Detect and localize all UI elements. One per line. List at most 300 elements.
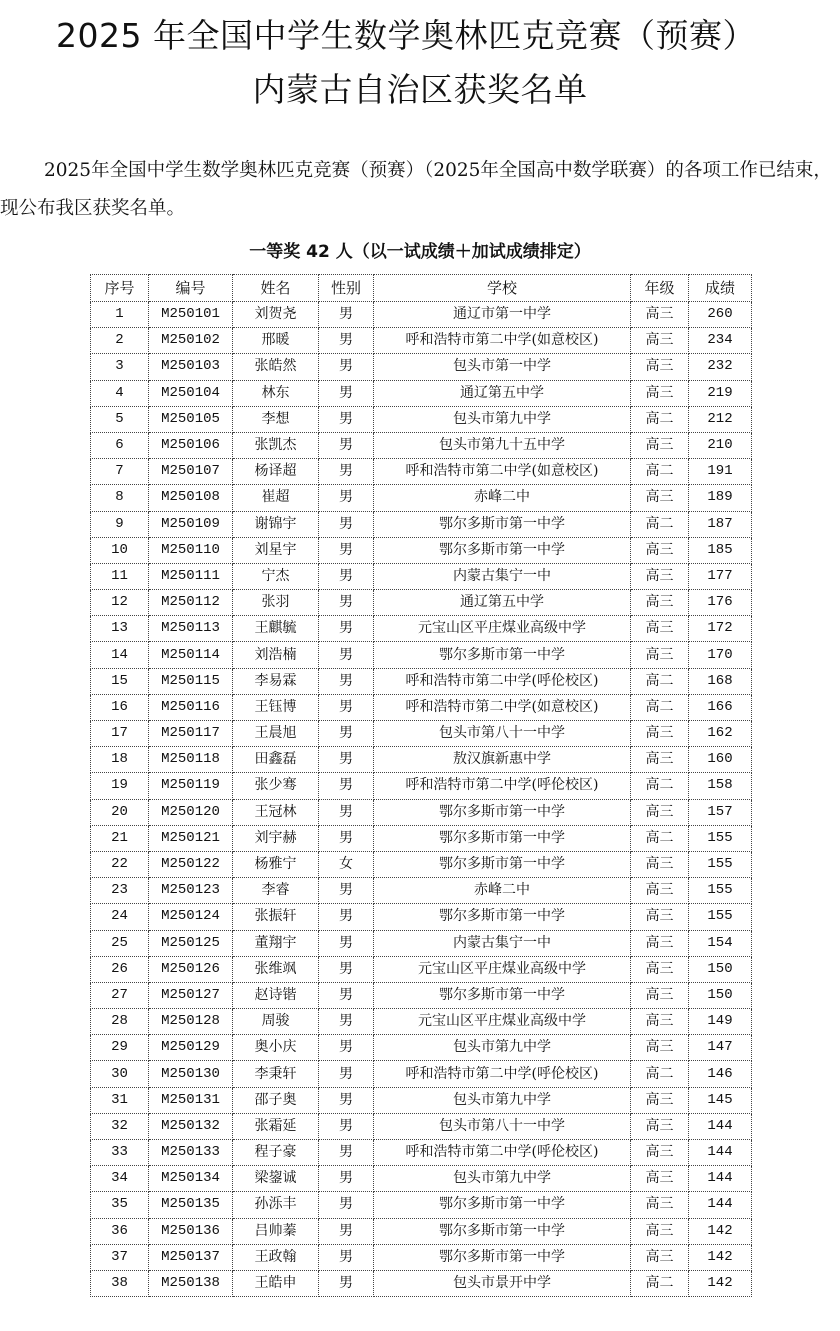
cell-school: 鄂尔多斯市第一中学 — [374, 1218, 631, 1244]
table-row — [91, 773, 752, 799]
cell-school: 呼和浩特市第二中学(呼伦校区) — [374, 773, 631, 799]
cell-gender: 男 — [319, 982, 374, 1008]
document-title-line2: 内蒙古自治区获奖名单 — [252, 70, 588, 109]
cell-school: 鄂尔多斯市第一中学 — [374, 825, 631, 851]
table-row — [91, 302, 752, 328]
cell-name: 孙泺丰 — [233, 1192, 319, 1218]
cell-school: 呼和浩特市第二中学(呼伦校区) — [374, 668, 631, 694]
table-row — [91, 982, 752, 1008]
cell-school: 鄂尔多斯市第一中学 — [374, 1244, 631, 1270]
cell-index: 7 — [91, 459, 149, 485]
table-row — [91, 642, 752, 668]
cell-school: 包头市第九中学 — [374, 1166, 631, 1192]
table-row — [91, 511, 752, 537]
cell-school: 鄂尔多斯市第一中学 — [374, 904, 631, 930]
cell-index: 23 — [91, 878, 149, 904]
table-row — [91, 1140, 752, 1166]
table-row — [91, 563, 752, 589]
cell-name: 程子豪 — [233, 1140, 319, 1166]
cell-school: 通辽第五中学 — [374, 380, 631, 406]
cell-school: 包头市第九中学 — [374, 406, 631, 432]
cell-index: 22 — [91, 851, 149, 877]
cell-name: 杨雅宁 — [233, 851, 319, 877]
cell-name: 张皓然 — [233, 354, 319, 380]
cell-name: 张霜延 — [233, 1113, 319, 1139]
cell-id: M250104 — [149, 380, 233, 406]
cell-grade: 高二 — [631, 511, 689, 537]
cell-name: 李睿 — [233, 878, 319, 904]
cell-school: 鄂尔多斯市第一中学 — [374, 1192, 631, 1218]
cell-grade: 高三 — [631, 982, 689, 1008]
cell-id: M250117 — [149, 721, 233, 747]
section-heading: 一等奖 42 人（以一试成绩＋加试成绩排定） — [249, 242, 591, 262]
cell-grade: 高三 — [631, 930, 689, 956]
cell-id: M250112 — [149, 590, 233, 616]
column-header-index: 序号 — [91, 275, 149, 302]
cell-id: M250128 — [149, 1009, 233, 1035]
cell-gender: 男 — [319, 1192, 374, 1218]
cell-gender: 男 — [319, 825, 374, 851]
cell-name: 张凯杰 — [233, 432, 319, 458]
cell-gender: 男 — [319, 1009, 374, 1035]
cell-gender: 男 — [319, 328, 374, 354]
cell-grade: 高三 — [631, 878, 689, 904]
cell-score: 142 — [689, 1244, 752, 1270]
cell-index: 28 — [91, 1009, 149, 1035]
cell-id: M250124 — [149, 904, 233, 930]
cell-school: 通辽第五中学 — [374, 590, 631, 616]
table-row — [91, 930, 752, 956]
cell-school: 内蒙古集宁一中 — [374, 930, 631, 956]
cell-index: 21 — [91, 825, 149, 851]
cell-id: M250107 — [149, 459, 233, 485]
cell-name: 王钰博 — [233, 694, 319, 720]
cell-gender: 男 — [319, 1087, 374, 1113]
cell-school: 呼和浩特市第二中学(如意校区) — [374, 459, 631, 485]
cell-score: 142 — [689, 1270, 752, 1296]
cell-gender: 男 — [319, 1061, 374, 1087]
cell-id: M250131 — [149, 1087, 233, 1113]
cell-grade: 高三 — [631, 432, 689, 458]
cell-name: 邵子奥 — [233, 1087, 319, 1113]
document-title-line1: 2025 年全国中学生数学奥林匹克竞赛（预赛） — [56, 16, 756, 55]
cell-grade: 高三 — [631, 956, 689, 982]
cell-score: 187 — [689, 511, 752, 537]
table-row — [91, 590, 752, 616]
cell-grade: 高三 — [631, 354, 689, 380]
cell-index: 36 — [91, 1218, 149, 1244]
cell-index: 1 — [91, 302, 149, 328]
cell-index: 20 — [91, 799, 149, 825]
column-header-id: 编号 — [149, 275, 233, 302]
cell-index: 3 — [91, 354, 149, 380]
cell-gender: 男 — [319, 380, 374, 406]
column-header-gender: 性别 — [319, 275, 374, 302]
cell-gender: 男 — [319, 878, 374, 904]
cell-grade: 高三 — [631, 563, 689, 589]
cell-index: 24 — [91, 904, 149, 930]
cell-index: 10 — [91, 537, 149, 563]
cell-id: M250101 — [149, 302, 233, 328]
table-row — [91, 1087, 752, 1113]
cell-id: M250121 — [149, 825, 233, 851]
cell-school: 呼和浩特市第二中学(呼伦校区) — [374, 1140, 631, 1166]
cell-index: 13 — [91, 616, 149, 642]
cell-school: 包头市第九中学 — [374, 1035, 631, 1061]
cell-score: 177 — [689, 563, 752, 589]
cell-id: M250138 — [149, 1270, 233, 1296]
cell-score: 155 — [689, 825, 752, 851]
table-row — [91, 459, 752, 485]
cell-score: 144 — [689, 1140, 752, 1166]
cell-grade: 高三 — [631, 1113, 689, 1139]
cell-name: 赵诗锴 — [233, 982, 319, 1008]
cell-grade: 高三 — [631, 1140, 689, 1166]
table-row — [91, 616, 752, 642]
table-row — [91, 1244, 752, 1270]
cell-school: 包头市第八十一中学 — [374, 1113, 631, 1139]
cell-score: 219 — [689, 380, 752, 406]
cell-grade: 高三 — [631, 1009, 689, 1035]
cell-name: 张羽 — [233, 590, 319, 616]
cell-score: 162 — [689, 721, 752, 747]
cell-index: 33 — [91, 1140, 149, 1166]
cell-id: M250130 — [149, 1061, 233, 1087]
cell-school: 包头市第九中学 — [374, 1087, 631, 1113]
cell-school: 鄂尔多斯市第一中学 — [374, 511, 631, 537]
cell-score: 155 — [689, 878, 752, 904]
cell-index: 5 — [91, 406, 149, 432]
cell-name: 宁杰 — [233, 563, 319, 589]
cell-school: 元宝山区平庄煤业高级中学 — [374, 1009, 631, 1035]
table-row — [91, 1061, 752, 1087]
column-header-score: 成绩 — [689, 275, 752, 302]
cell-gender: 男 — [319, 1166, 374, 1192]
cell-index: 35 — [91, 1192, 149, 1218]
cell-score: 150 — [689, 956, 752, 982]
cell-gender: 男 — [319, 1218, 374, 1244]
cell-index: 4 — [91, 380, 149, 406]
cell-grade: 高二 — [631, 1270, 689, 1296]
cell-school: 呼和浩特市第二中学(如意校区) — [374, 694, 631, 720]
cell-grade: 高二 — [631, 406, 689, 432]
cell-grade: 高二 — [631, 773, 689, 799]
cell-name: 刘贺尧 — [233, 302, 319, 328]
cell-index: 38 — [91, 1270, 149, 1296]
cell-name: 杨译超 — [233, 459, 319, 485]
cell-id: M250116 — [149, 694, 233, 720]
table-row — [91, 406, 752, 432]
cell-id: M250108 — [149, 485, 233, 511]
cell-index: 6 — [91, 432, 149, 458]
cell-grade: 高三 — [631, 747, 689, 773]
cell-grade: 高三 — [631, 1218, 689, 1244]
cell-school: 呼和浩特市第二中学(如意校区) — [374, 328, 631, 354]
cell-gender: 男 — [319, 432, 374, 458]
cell-index: 9 — [91, 511, 149, 537]
cell-grade: 高三 — [631, 721, 689, 747]
award-table — [90, 274, 752, 1297]
table-header-row — [91, 275, 752, 302]
cell-gender: 男 — [319, 537, 374, 563]
cell-id: M250136 — [149, 1218, 233, 1244]
cell-index: 37 — [91, 1244, 149, 1270]
cell-school: 通辽市第一中学 — [374, 302, 631, 328]
cell-score: 157 — [689, 799, 752, 825]
cell-name: 刘浩楠 — [233, 642, 319, 668]
table-row — [91, 904, 752, 930]
cell-gender: 男 — [319, 302, 374, 328]
cell-grade: 高三 — [631, 302, 689, 328]
cell-id: M250110 — [149, 537, 233, 563]
table-row — [91, 432, 752, 458]
cell-score: 212 — [689, 406, 752, 432]
cell-school: 元宝山区平庄煤业高级中学 — [374, 956, 631, 982]
table-row — [91, 1166, 752, 1192]
table-row — [91, 537, 752, 563]
cell-name: 梁鋆诚 — [233, 1166, 319, 1192]
cell-grade: 高二 — [631, 459, 689, 485]
cell-name: 林东 — [233, 380, 319, 406]
cell-school: 内蒙古集宁一中 — [374, 563, 631, 589]
cell-id: M250114 — [149, 642, 233, 668]
cell-index: 2 — [91, 328, 149, 354]
cell-index: 12 — [91, 590, 149, 616]
cell-score: 234 — [689, 328, 752, 354]
cell-gender: 男 — [319, 642, 374, 668]
cell-name: 张振轩 — [233, 904, 319, 930]
cell-score: 160 — [689, 747, 752, 773]
cell-index: 31 — [91, 1087, 149, 1113]
cell-gender: 男 — [319, 563, 374, 589]
cell-grade: 高三 — [631, 851, 689, 877]
cell-index: 26 — [91, 956, 149, 982]
table-row — [91, 878, 752, 904]
cell-score: 260 — [689, 302, 752, 328]
column-header-name: 姓名 — [233, 275, 319, 302]
cell-name: 刘星宇 — [233, 537, 319, 563]
cell-grade: 高二 — [631, 1061, 689, 1087]
cell-id: M250115 — [149, 668, 233, 694]
cell-id: M250103 — [149, 354, 233, 380]
cell-index: 17 — [91, 721, 149, 747]
table-row — [91, 1035, 752, 1061]
intro-paragraph: 2025年全国中学生数学奥林匹克竞赛（预赛）（2025年全国高中数学联赛）的各项工作已结束，现公布我区获奖名单。 — [0, 160, 832, 219]
cell-name: 田鑫磊 — [233, 747, 319, 773]
table-row — [91, 799, 752, 825]
table-row — [91, 668, 752, 694]
table-row — [91, 721, 752, 747]
cell-index: 34 — [91, 1166, 149, 1192]
cell-gender: 男 — [319, 354, 374, 380]
cell-school: 鄂尔多斯市第一中学 — [374, 799, 631, 825]
table-row — [91, 825, 752, 851]
cell-id: M250119 — [149, 773, 233, 799]
cell-gender: 男 — [319, 721, 374, 747]
cell-grade: 高三 — [631, 1244, 689, 1270]
cell-name: 周骏 — [233, 1009, 319, 1035]
cell-id: M250111 — [149, 563, 233, 589]
cell-name: 王麒毓 — [233, 616, 319, 642]
cell-name: 王政翰 — [233, 1244, 319, 1270]
cell-gender: 男 — [319, 511, 374, 537]
cell-grade: 高三 — [631, 1035, 689, 1061]
cell-grade: 高三 — [631, 590, 689, 616]
cell-name: 崔超 — [233, 485, 319, 511]
cell-score: 232 — [689, 354, 752, 380]
cell-gender: 男 — [319, 1270, 374, 1296]
cell-name: 奥小庆 — [233, 1035, 319, 1061]
cell-gender: 男 — [319, 459, 374, 485]
cell-score: 147 — [689, 1035, 752, 1061]
cell-score: 166 — [689, 694, 752, 720]
cell-grade: 高二 — [631, 694, 689, 720]
cell-name: 刘宇赫 — [233, 825, 319, 851]
column-header-school: 学校 — [374, 275, 631, 302]
cell-gender: 男 — [319, 1244, 374, 1270]
cell-gender: 男 — [319, 616, 374, 642]
cell-id: M250106 — [149, 432, 233, 458]
cell-name: 董翔宇 — [233, 930, 319, 956]
cell-name: 李易霖 — [233, 668, 319, 694]
cell-gender: 男 — [319, 668, 374, 694]
cell-score: 155 — [689, 904, 752, 930]
table-row — [91, 1009, 752, 1035]
cell-id: M250122 — [149, 851, 233, 877]
cell-index: 25 — [91, 930, 149, 956]
cell-grade: 高三 — [631, 1087, 689, 1113]
table-row — [91, 354, 752, 380]
cell-school: 鄂尔多斯市第一中学 — [374, 982, 631, 1008]
cell-id: M250125 — [149, 930, 233, 956]
table-row — [91, 380, 752, 406]
cell-name: 吕帅蓁 — [233, 1218, 319, 1244]
cell-id: M250132 — [149, 1113, 233, 1139]
table-row — [91, 328, 752, 354]
cell-gender: 男 — [319, 590, 374, 616]
cell-score: 142 — [689, 1218, 752, 1244]
cell-school: 元宝山区平庄煤业高级中学 — [374, 616, 631, 642]
cell-score: 189 — [689, 485, 752, 511]
cell-id: M250133 — [149, 1140, 233, 1166]
cell-grade: 高三 — [631, 642, 689, 668]
cell-id: M250109 — [149, 511, 233, 537]
cell-grade: 高三 — [631, 328, 689, 354]
cell-id: M250134 — [149, 1166, 233, 1192]
column-header-grade: 年级 — [631, 275, 689, 302]
cell-school: 包头市第八十一中学 — [374, 721, 631, 747]
cell-score: 144 — [689, 1113, 752, 1139]
table-row — [91, 694, 752, 720]
cell-score: 158 — [689, 773, 752, 799]
cell-grade: 高三 — [631, 616, 689, 642]
cell-gender: 男 — [319, 1140, 374, 1166]
cell-score: 176 — [689, 590, 752, 616]
cell-index: 29 — [91, 1035, 149, 1061]
cell-score: 145 — [689, 1087, 752, 1113]
cell-name: 张维飒 — [233, 956, 319, 982]
cell-name: 张少骞 — [233, 773, 319, 799]
cell-index: 15 — [91, 668, 149, 694]
cell-index: 27 — [91, 982, 149, 1008]
cell-grade: 高三 — [631, 1192, 689, 1218]
cell-score: 155 — [689, 851, 752, 877]
cell-gender: 男 — [319, 904, 374, 930]
table-row — [91, 1218, 752, 1244]
cell-index: 30 — [91, 1061, 149, 1087]
table-row — [91, 851, 752, 877]
cell-id: M250127 — [149, 982, 233, 1008]
cell-school: 鄂尔多斯市第一中学 — [374, 851, 631, 877]
cell-grade: 高二 — [631, 825, 689, 851]
cell-id: M250105 — [149, 406, 233, 432]
cell-gender: 男 — [319, 694, 374, 720]
cell-name: 王冠林 — [233, 799, 319, 825]
cell-name: 王皓申 — [233, 1270, 319, 1296]
cell-id: M250126 — [149, 956, 233, 982]
cell-score: 185 — [689, 537, 752, 563]
table-row — [91, 956, 752, 982]
cell-gender: 男 — [319, 747, 374, 773]
cell-school: 敖汉旗新惠中学 — [374, 747, 631, 773]
cell-score: 150 — [689, 982, 752, 1008]
cell-school: 鄂尔多斯市第一中学 — [374, 642, 631, 668]
cell-score: 170 — [689, 642, 752, 668]
cell-grade: 高三 — [631, 380, 689, 406]
cell-id: M250120 — [149, 799, 233, 825]
cell-gender: 女 — [319, 851, 374, 877]
table-row — [91, 1270, 752, 1296]
table-row — [91, 747, 752, 773]
cell-id: M250123 — [149, 878, 233, 904]
cell-gender: 男 — [319, 1035, 374, 1061]
cell-score: 146 — [689, 1061, 752, 1087]
cell-gender: 男 — [319, 773, 374, 799]
cell-score: 172 — [689, 616, 752, 642]
cell-id: M250137 — [149, 1244, 233, 1270]
cell-score: 191 — [689, 459, 752, 485]
cell-id: M250118 — [149, 747, 233, 773]
cell-score: 149 — [689, 1009, 752, 1035]
cell-grade: 高三 — [631, 485, 689, 511]
cell-index: 11 — [91, 563, 149, 589]
cell-grade: 高三 — [631, 799, 689, 825]
cell-index: 32 — [91, 1113, 149, 1139]
cell-score: 210 — [689, 432, 752, 458]
cell-index: 16 — [91, 694, 149, 720]
cell-index: 18 — [91, 747, 149, 773]
cell-gender: 男 — [319, 406, 374, 432]
cell-school: 包头市第九十五中学 — [374, 432, 631, 458]
cell-score: 154 — [689, 930, 752, 956]
cell-gender: 男 — [319, 799, 374, 825]
cell-grade: 高二 — [631, 668, 689, 694]
cell-index: 8 — [91, 485, 149, 511]
cell-gender: 男 — [319, 485, 374, 511]
cell-school: 鄂尔多斯市第一中学 — [374, 537, 631, 563]
table-row — [91, 1192, 752, 1218]
cell-id: M250113 — [149, 616, 233, 642]
cell-id: M250135 — [149, 1192, 233, 1218]
cell-school: 赤峰二中 — [374, 878, 631, 904]
cell-index: 14 — [91, 642, 149, 668]
cell-name: 王晨旭 — [233, 721, 319, 747]
cell-score: 168 — [689, 668, 752, 694]
cell-school: 赤峰二中 — [374, 485, 631, 511]
table-row — [91, 485, 752, 511]
cell-school: 包头市景开中学 — [374, 1270, 631, 1296]
cell-grade: 高三 — [631, 537, 689, 563]
